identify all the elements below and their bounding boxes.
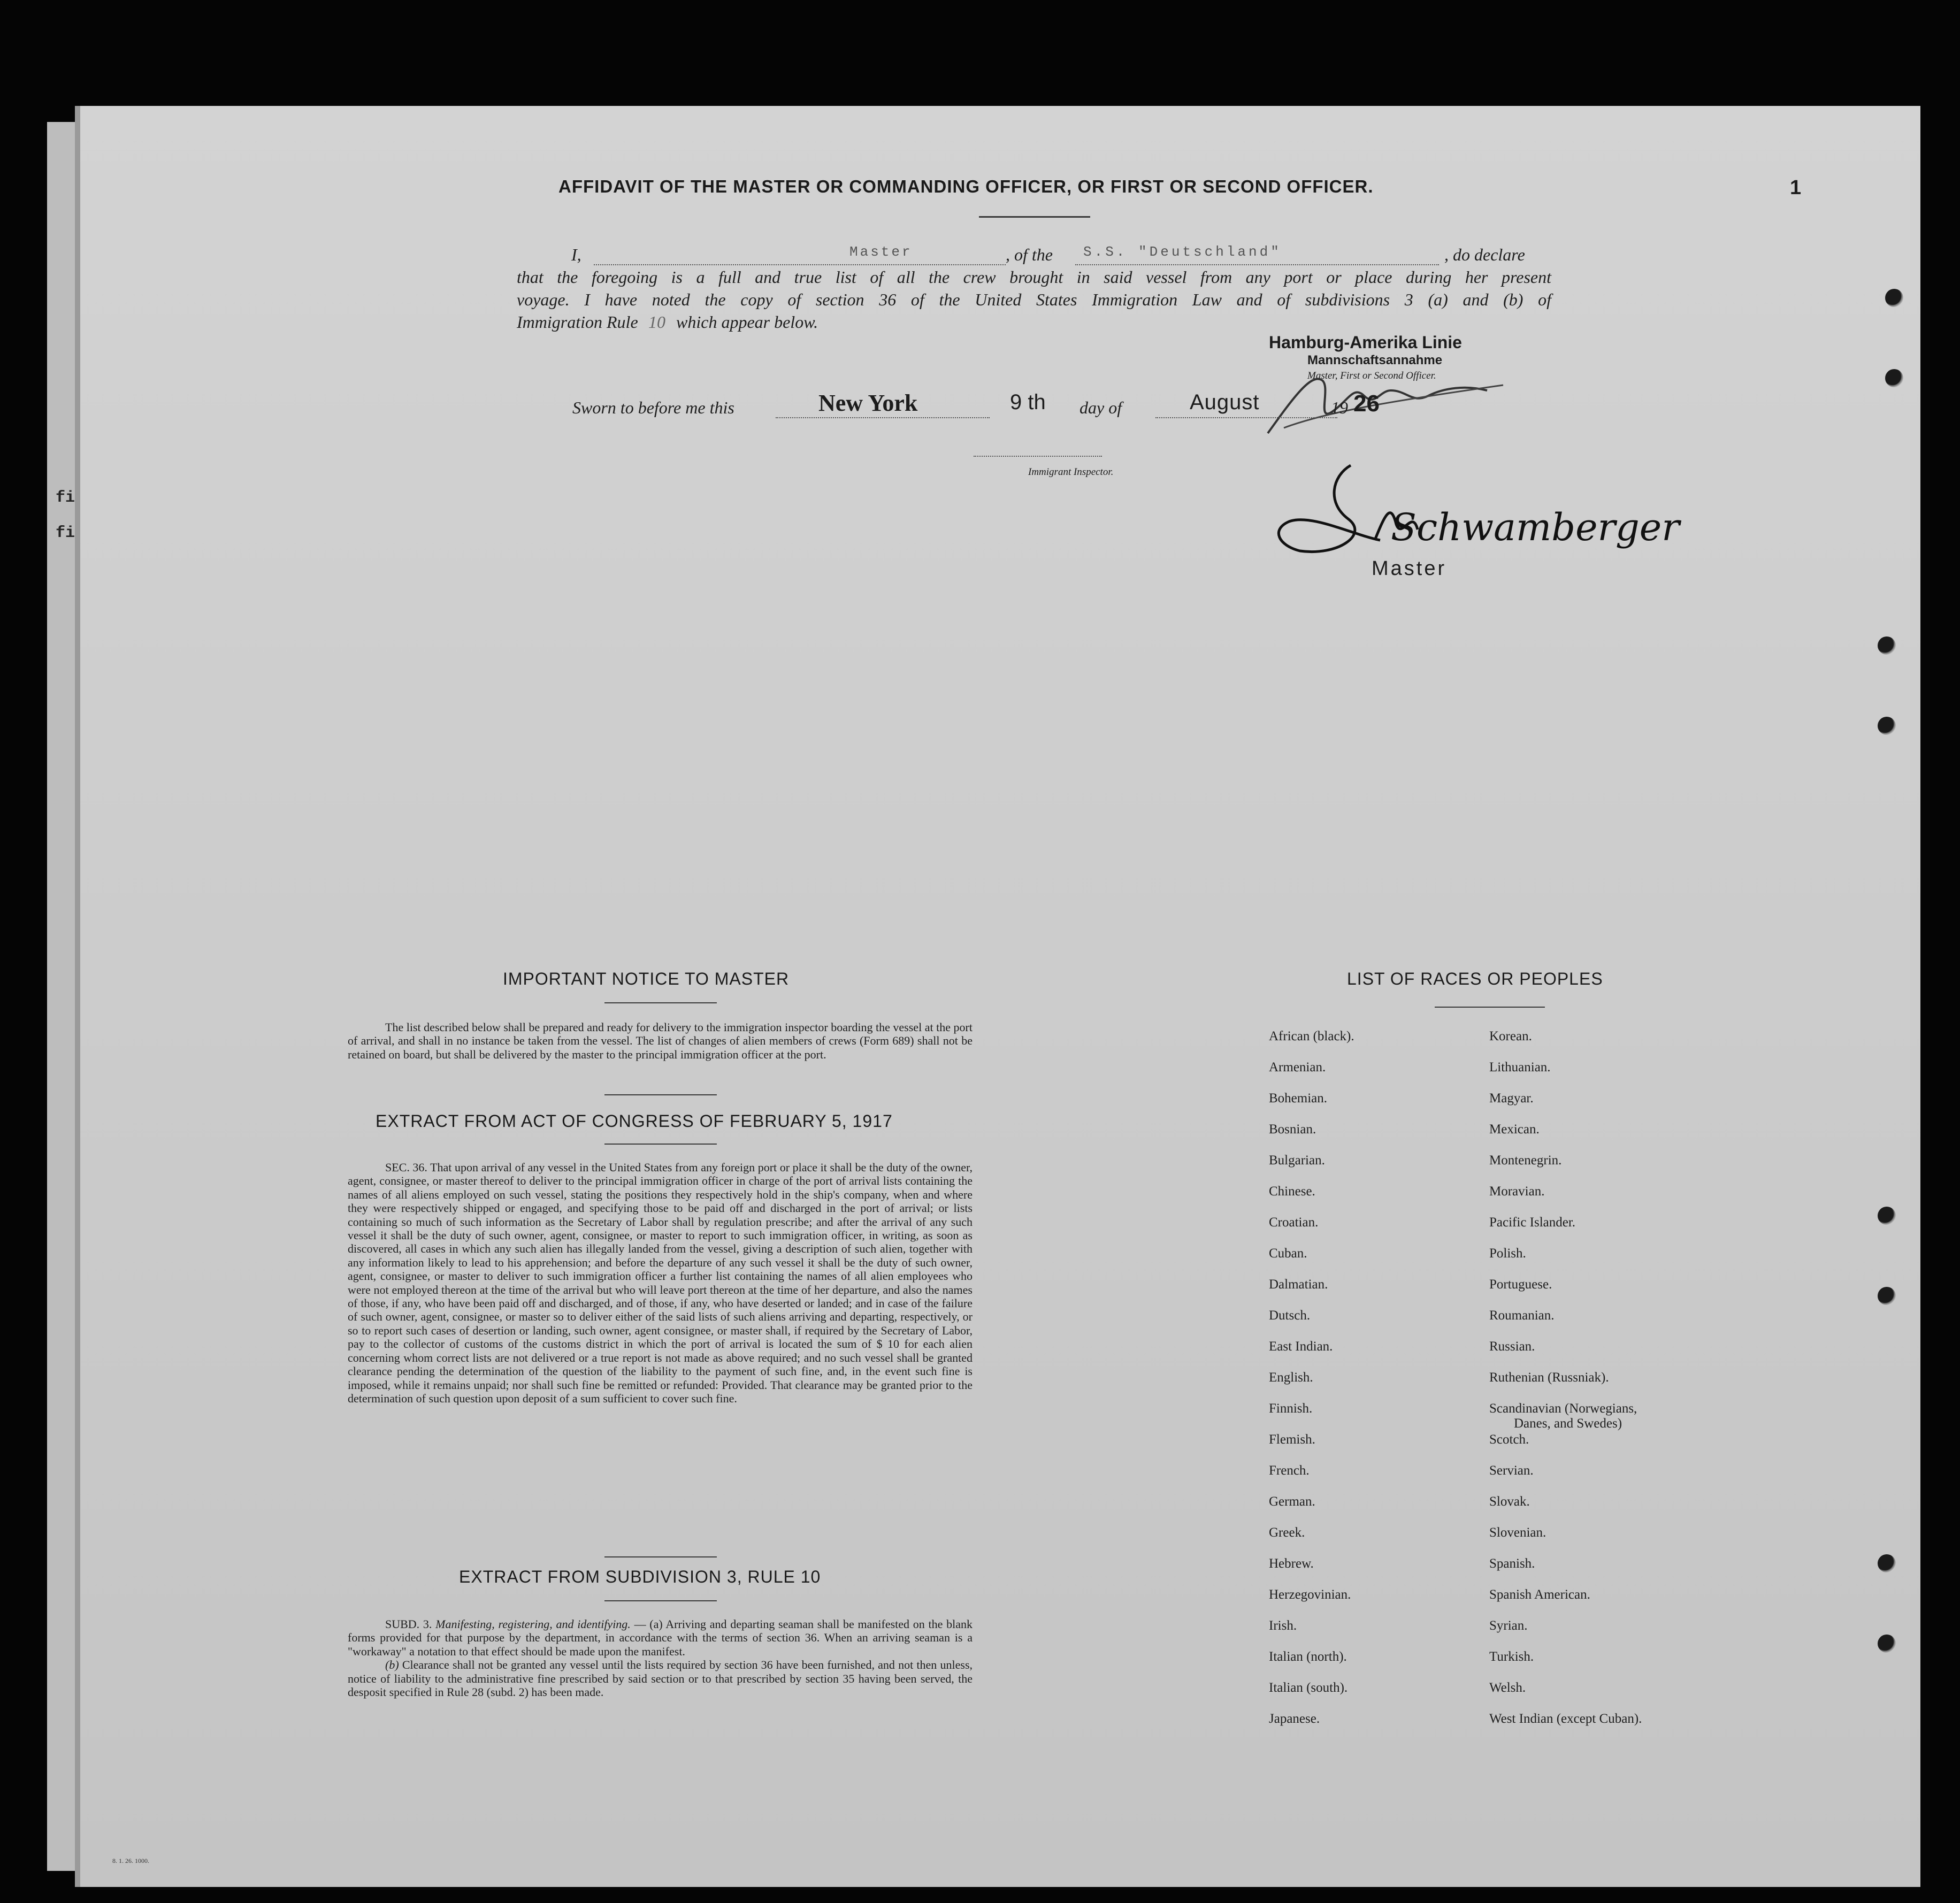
- rank-fill-line: [594, 264, 1006, 265]
- race-item: Chinese.: [1269, 1184, 1315, 1199]
- race-item: Welsh.: [1489, 1681, 1526, 1695]
- race-item: Servian.: [1489, 1463, 1534, 1478]
- race-item: Polish.: [1489, 1246, 1526, 1261]
- signature-title: Master: [1372, 557, 1447, 580]
- vessel-fill-line: [1075, 264, 1439, 265]
- race-item: Portuguese.: [1489, 1277, 1552, 1292]
- binder-hole: [1878, 1554, 1896, 1572]
- race-item: Irish.: [1269, 1618, 1297, 1633]
- affidavit-i: I,: [571, 245, 581, 264]
- stamp-company: Hamburg-Amerika Linie: [1269, 333, 1462, 352]
- section-divider: [604, 1094, 717, 1095]
- affidavit-line-4a: Immigration Rule: [517, 312, 638, 332]
- race-item: Bohemian.: [1269, 1091, 1328, 1106]
- binder-hole: [1885, 369, 1903, 387]
- race-item-continuation: Danes, and Swedes): [1514, 1416, 1622, 1431]
- race-item: Moravian.: [1489, 1184, 1545, 1199]
- race-item: Bulgarian.: [1269, 1153, 1325, 1168]
- margin-fragment: fi: [56, 489, 75, 507]
- race-item: English.: [1269, 1370, 1313, 1385]
- race-item: German.: [1269, 1494, 1315, 1509]
- sworn-month: August: [1190, 390, 1260, 414]
- race-item: Croatian.: [1269, 1215, 1319, 1230]
- rule-title: EXTRACT FROM SUBDIVISION 3, RULE 10: [459, 1567, 821, 1586]
- stamp-department: Mannschaftsannahme: [1307, 353, 1443, 367]
- race-item: Magyar.: [1489, 1091, 1534, 1106]
- signature-text: Schwamberger: [1391, 505, 1680, 549]
- rule-number: 10: [648, 312, 665, 332]
- race-item: Bosnian.: [1269, 1122, 1316, 1137]
- binder-hole: [1878, 717, 1896, 735]
- race-item: Slovenian.: [1489, 1525, 1546, 1540]
- binder-hole: [1878, 636, 1896, 655]
- race-item: Japanese.: [1269, 1712, 1320, 1726]
- race-item: Syrian.: [1489, 1618, 1528, 1633]
- margin-fragment: fi: [56, 524, 75, 542]
- race-item: Lithuanian.: [1489, 1060, 1551, 1075]
- race-item: African (black).: [1269, 1029, 1354, 1043]
- race-item: Flemish.: [1269, 1432, 1315, 1447]
- rule-text: SUBD. 3. Manifesting, registering, and identifying. — (a) Arriving and departing seaman shall be manifested on the blank forms provided for that purpose by the department, in accordance with the terms of section 36. When an arriving seaman is a "workaway" a notation to that effect should be made upon the manifest. (b) Clearance shall not be granted any vessel until the lists required by section 36 have been furnished, and not then unless, notice of liability to the administrative fine prescribed by said section or to that prescribed by section 35 having been served, the desposit specified in Rule 28 (subd. 2) has been made.: [348, 1617, 973, 1699]
- race-item: Scotch.: [1489, 1432, 1529, 1447]
- form-number: 8. 1. 26. 1000.: [112, 1857, 149, 1864]
- race-item: Slovak.: [1489, 1494, 1530, 1509]
- race-item: Mexican.: [1489, 1122, 1540, 1137]
- race-item: Scandinavian (Norwegians,: [1489, 1401, 1637, 1416]
- officer-signature-scribble: [1252, 353, 1509, 444]
- year-prefix: 19: [1331, 398, 1348, 417]
- affidavit-do-declare: , do declare: [1444, 245, 1525, 264]
- binder-hole: [1878, 1635, 1896, 1653]
- place-fill-line: [776, 417, 990, 418]
- vessel-typed: S.S. "Deutschland": [1083, 244, 1282, 260]
- rank-typed: Master: [849, 244, 913, 260]
- race-item: Greek.: [1269, 1525, 1305, 1540]
- race-item: Italian (south).: [1269, 1681, 1348, 1695]
- race-item: Ruthenian (Russniak).: [1489, 1370, 1609, 1385]
- race-item: Korean.: [1489, 1029, 1532, 1043]
- day-of: day of: [1079, 398, 1122, 417]
- race-item: Dutsch.: [1269, 1308, 1311, 1323]
- race-item: Montenegrin.: [1489, 1153, 1562, 1168]
- officer-caption: Master, First or Second Officer.: [1307, 370, 1436, 381]
- race-item: Spanish.: [1489, 1556, 1535, 1571]
- race-item: Hebrew.: [1269, 1556, 1314, 1571]
- race-item: Herzegovinian.: [1269, 1587, 1351, 1602]
- race-item: Armenian.: [1269, 1060, 1326, 1075]
- affidavit-of-the: , of the: [1006, 245, 1053, 264]
- sworn-day: 9 th: [1010, 390, 1046, 414]
- races-title: LIST OF RACES OR PEOPLES: [1347, 969, 1603, 988]
- affidavit-line-4b: which appear below.: [676, 312, 818, 332]
- section-divider: [604, 1556, 717, 1557]
- inspector-fill-line: [974, 456, 1102, 457]
- notice-text: The list described below shall be prepared and ready for delivery to the immigration inspector boarding the vessel at the port of arrival, and shall in no instance be taken from the vessel. The list of changes of alien members of crews (Form 689) shall not be retained on board, but shall be delivered by the master to the principal immigration officer at the port.: [348, 1020, 973, 1061]
- master-signature: [1268, 460, 1680, 567]
- race-item: West Indian (except Cuban).: [1489, 1712, 1642, 1726]
- act-divider: [604, 1144, 717, 1145]
- sworn-place: New York: [818, 390, 918, 416]
- race-item: Dalmatian.: [1269, 1277, 1328, 1292]
- race-item: Italian (north).: [1269, 1649, 1347, 1664]
- binder-hole: [1878, 1207, 1896, 1225]
- affidavit-line-3: voyage. I have noted the copy of section 36 of the United States Immigration Law and of subdivisions 3 (a) and (b) of: [517, 290, 1551, 309]
- race-item: Cuban.: [1269, 1246, 1307, 1261]
- race-item: East Indian.: [1269, 1339, 1333, 1354]
- race-item: Roumanian.: [1489, 1308, 1555, 1323]
- rule-divider: [604, 1600, 717, 1601]
- race-item: Turkish.: [1489, 1649, 1534, 1664]
- notice-title: IMPORTANT NOTICE TO MASTER: [503, 969, 790, 988]
- race-item: Spanish American.: [1489, 1587, 1590, 1602]
- binder-hole: [1885, 289, 1903, 307]
- race-item: Pacific Islander.: [1489, 1215, 1576, 1230]
- binder-hole: [1878, 1287, 1896, 1305]
- affidavit-line-2: that the foregoing is a full and true list of all the crew brought in said vessel from any port or place during her present: [517, 267, 1551, 287]
- race-item: French.: [1269, 1463, 1310, 1478]
- title-divider: [979, 216, 1090, 218]
- month-fill-line: [1155, 417, 1337, 418]
- affidavit-title: AFFIDAVIT OF THE MASTER OR COMMANDING OFFICER, OR FIRST OR SECOND OFFICER.: [558, 177, 1374, 196]
- inspector-caption: Immigrant Inspector.: [1028, 466, 1114, 478]
- sworn-year: 26: [1353, 390, 1380, 417]
- sworn-text: Sworn to before me this: [572, 398, 734, 417]
- act-text: SEC. 36. That upon arrival of any vessel in the United States from any foreign port or place it shall be the duty of the owner, agent, consignee, or master thereof to deliver to the principal immigration officer in charge of the port of arrival lists containing the names of all aliens employed on such vessel, stating the positions they respectively hold in the ship's company, when and where they were respectively shipped or engaged, and specifying those to be paid off and discharged in the port of arrival; or lists containing so much of such information as the Secretary of Labor shall by regulation prescribe; and after the arrival of any such vessel it shall be the duty of such owner, agent, consignee, or master to report to such immigration officer, in writing, as soon as discovered, all cases in which any such alien has illegally landed from the vessel, giving a description of such alien, together with any information likely to lead to his apprehension; and before the departure of any such vessel it shall be the duty of such owner, agent, consignee, or master to deliver to such immigration officer a further list containing the names of all alien employees who were not employed thereon at the time of the arrival but who will leave port thereon at the time of her departure, and also the names of those, if any, who have been paid off and discharged, and of those, if any, who have deserted or landed; and in case of the failure of such owner, agent, consignee, or master so to deliver either of the said lists of such aliens arriving and departing, respectively, or so to report such cases of desertion or landing, such owner, agent consignee, or master shall, if required by the Secretary of Labor, pay to the collector of customs of the customs district in which the port of arrival is located the sum of $ 10 for each alien concerning whom correct lists are not delivered or a true report is not made as above required; and no such vessel shall be granted clearance pending the determination of the question of the liability to the payment of such fine, and, in the event such fine is imposed, while it remains unpaid; nor shall such fine be remitted or refunded: Provided. That clearance may be granted prior to the determination of such question upon deposit of a sum sufficient to cover such fine.: [348, 1161, 973, 1405]
- notice-divider: [604, 1002, 717, 1003]
- page-number: 1: [1790, 177, 1802, 199]
- act-title: EXTRACT FROM ACT OF CONGRESS OF FEBRUARY 5, 1917: [376, 1111, 893, 1131]
- race-item: Russian.: [1489, 1339, 1535, 1354]
- race-item: Finnish.: [1269, 1401, 1313, 1416]
- races-divider: [1435, 1007, 1545, 1008]
